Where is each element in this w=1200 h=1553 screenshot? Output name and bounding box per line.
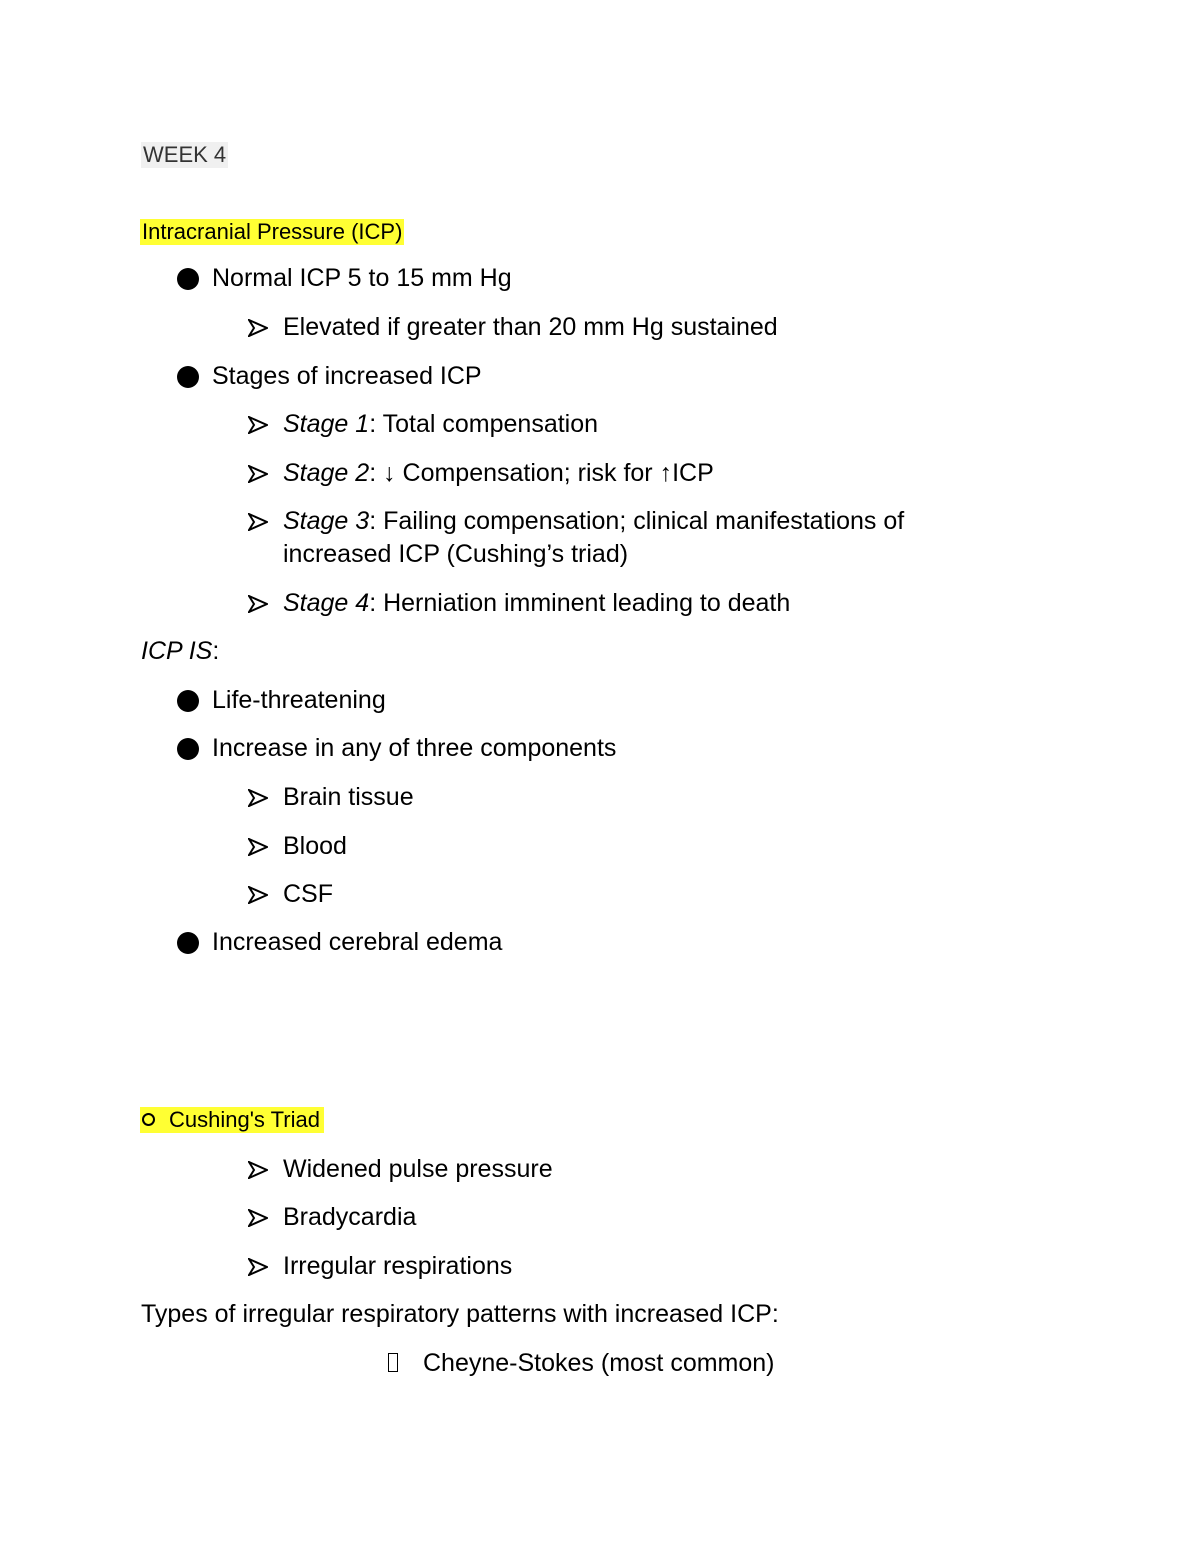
icp-heading: Intracranial Pressure (ICP) (142, 219, 403, 244)
list-item: Irregular respirations (283, 1252, 513, 1280)
stage-item (283, 589, 790, 618)
arrow-bullet-icon (248, 416, 268, 434)
stage-item (283, 507, 904, 536)
list-item: Bradycardia (283, 1203, 417, 1231)
icp-is-heading (141, 637, 219, 666)
stage-desc-continued: increased ICP (Cushing’s triad) (283, 540, 629, 568)
list-item: Elevated if greater than 20 mm Hg sustained (283, 313, 778, 341)
stage-label: Stage 2 (283, 459, 370, 487)
bullet-icon (177, 690, 199, 712)
heading-text: Cushing's Triad (169, 1107, 320, 1132)
list-item: Cheyne-Stokes (most common) (423, 1349, 775, 1377)
bullet-icon (177, 366, 199, 388)
circle-bullet-icon (142, 1113, 155, 1126)
heading-suffix: : (212, 637, 220, 665)
bullet-icon (177, 932, 199, 954)
cushings-heading (140, 1107, 324, 1133)
stage-label: Stage 4 (283, 589, 370, 617)
list-item: Life-threatening (212, 686, 386, 714)
stage-item (283, 459, 714, 488)
stage-label: Stage 1 (283, 410, 370, 438)
arrow-bullet-icon (248, 513, 268, 531)
stage-desc: : ↓ Compensation; risk for ↑ICP (369, 459, 714, 487)
missing-glyph-bullet-icon (388, 1355, 398, 1374)
list-item: Normal ICP 5 to 15 mm Hg (212, 264, 512, 292)
heading-text: ICP IS (141, 637, 213, 665)
arrow-bullet-icon (248, 1209, 268, 1227)
arrow-bullet-icon (248, 1161, 268, 1179)
bullet-icon (177, 738, 199, 760)
week-title: WEEK 4 (143, 142, 227, 167)
stage-label: Stage 3 (283, 507, 370, 535)
arrow-bullet-icon (248, 886, 268, 904)
list-item: CSF (283, 880, 333, 908)
arrow-bullet-icon (248, 595, 268, 613)
list-item: Increased cerebral edema (212, 928, 503, 956)
list-item: Stages of increased ICP (212, 362, 482, 390)
arrow-bullet-icon (248, 465, 268, 483)
stage-item (283, 410, 598, 439)
arrow-bullet-icon (248, 1258, 268, 1276)
list-item: Widened pulse pressure (283, 1155, 553, 1183)
arrow-bullet-icon (248, 789, 268, 807)
stage-desc: : Total compensation (369, 410, 599, 438)
bullet-icon (177, 268, 199, 290)
resp-patterns-heading: Types of irregular respiratory patterns with increased ICP: (141, 1300, 779, 1328)
list-item: Brain tissue (283, 783, 414, 811)
list-item: Blood (283, 832, 347, 860)
list-item: Increase in any of three components (212, 734, 617, 762)
arrow-bullet-icon (248, 319, 268, 337)
stage-desc: : Failing compensation; clinical manifestations of (369, 507, 905, 535)
arrow-bullet-icon (248, 838, 268, 856)
stage-desc: : Herniation imminent leading to death (369, 589, 791, 617)
